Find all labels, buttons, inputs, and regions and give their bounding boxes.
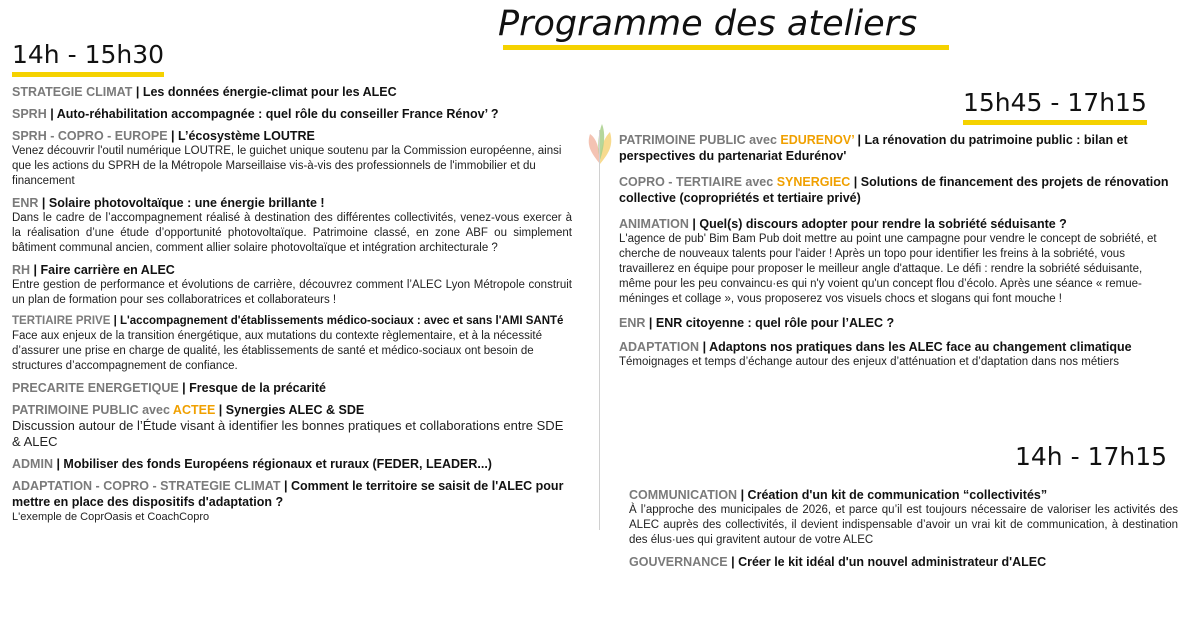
full-session-workshops <box>629 487 1178 576</box>
workshop-title: PATRIMOINE PUBLIC avec EDURENOV’ | La rénovation du patrimoine public : bilan et perspectives du partenariat Edurénov' <box>619 133 1128 163</box>
workshop-item <box>12 262 572 308</box>
workshop-description: L'agence de pub' Bim Bam Pub doit mettre au point une campagne pour vendre le concept de sobriété, et cherche de nouveaux talents pour l'aider ! Après un topo pour identifier les freins à la sobriété, vous travaillerez en équipe pour proposer le meilleur angle d'attaque. Le défi : rendre la sobriété séduisante, même pour les peu convaincu·es qui n'y voient qu'un concept flou d’écolo. Après une séance « remue-méninges et collage », vous proposerez vos visuels chocs et slogans qui font mouche ! <box>619 233 1157 305</box>
workshop-description: Venez découvrir l'outil numérique LOUTRE, le guichet unique soutenu par la Commission européenne, ainsi que les actions du SPRH de la Métropole Marseillaise vis-à-vis des professionnels de l'immobilier et du financement <box>12 145 562 187</box>
workshop-title: COMMUNICATION | Création d'un kit de communication “collectivités” <box>629 488 1048 502</box>
workshop-tag: ANIMATION <box>619 217 689 231</box>
workshop-title: GOUVERNANCE | Créer le kit idéal d'un nouvel administrateur d'ALEC <box>629 555 1047 569</box>
workshop-tag: ENR <box>12 196 39 210</box>
workshop-tag: TERTIAIRE PRIVE <box>12 315 111 327</box>
workshop-tag: ADAPTATION - COPRO - STRATEGIE CLIMAT <box>12 479 281 493</box>
workshop-title: ENR | ENR citoyenne : quel rôle pour l’ALEC ? <box>619 316 895 330</box>
workshop-description: Discussion autour de l’Étude visant à identifier les bonnes pratiques et collaborations entre SDE & ALEC <box>12 418 564 449</box>
workshop-item <box>12 402 572 450</box>
workshop-title: ADAPTATION - COPRO - STRATEGIE CLIMAT | Comment le territoire se saisit de l'ALEC pour mettre en place des dispositifs d'adaptation ? <box>12 479 564 509</box>
workshop-item <box>619 174 1179 206</box>
workshop-title: PRECARITE ENERGETIQUE | Fresque de la précarité <box>12 381 327 395</box>
workshop-tag: COMMUNICATION <box>629 488 738 502</box>
workshop-item <box>619 339 1179 370</box>
workshop-title: ANIMATION | Quel(s) discours adopter pour rendre la sobriété séduisante ? <box>619 217 1067 231</box>
workshop-title: ADAPTATION | Adaptons nos pratiques dans les ALEC face au changement climatique <box>619 340 1132 354</box>
workshop-title: COPRO - TERTIAIRE avec SYNERGIEC | Solutions de financement des projets de rénovation collective (copropriétés et tertiaire privé) <box>619 175 1169 205</box>
workshop-item <box>629 554 1178 570</box>
workshop-tag: GOUVERNANCE <box>629 555 728 569</box>
workshop-item <box>12 195 572 256</box>
workshop-title: ADMIN | Mobiliser des fonds Européens régionaux et ruraux (FEDER, LEADER...) <box>12 457 492 471</box>
workshop-title: SPRH - COPRO - EUROPE | L’écosystème LOUTRE <box>12 129 315 143</box>
workshop-description: Témoignages et temps d’échange autour des enjeux d’atténuation et d’daptation dans nos métiers <box>619 356 1119 368</box>
workshop-item <box>12 456 572 472</box>
workshop-title: SPRH | Auto-réhabilitation accompagnée : quel rôle du conseiller France Rénov’ ? <box>12 107 499 121</box>
workshop-title: TERTIAIRE PRIVE | L'accompagnement d'établissements médico-sociaux : avec et sans l'AMI SANTé <box>12 315 564 327</box>
workshop-tag: ENR <box>619 316 646 330</box>
workshop-item <box>12 314 572 374</box>
partner-name: ACTEE <box>172 403 216 417</box>
workshop-item <box>12 128 572 189</box>
workshop-tag: ADAPTATION <box>619 340 700 354</box>
workshop-item <box>619 132 1179 164</box>
column-divider <box>599 130 600 530</box>
workshop-description: L'exemple de CoprOasis et CoachCopro <box>12 511 210 523</box>
workshop-description: Dans le cadre de l’accompagnement réalisé à destination des différentes collectivités, venez-vous exercer à la réalisation d’une étude d’opportunité photovoltaïque. Patrimoine classé, en zone ABF ou simplement bâtiment communal ancien, comment allier solaire photovoltaïque et intégration architecturale ? <box>12 212 572 254</box>
session-time-full: 14h - 17h15 <box>1015 442 1168 471</box>
workshop-tag: PATRIMOINE PUBLIC avec <box>619 133 781 147</box>
workshop-item <box>12 380 572 396</box>
workshop-title: ENR | Solaire photovoltaïque : une énergie brillante ! <box>12 196 325 210</box>
workshop-item <box>619 216 1179 307</box>
workshop-tag: COPRO - TERTIAIRE avec <box>619 175 777 189</box>
workshop-item <box>619 315 1179 331</box>
session-time-morning: 14h - 15h30 <box>12 40 164 77</box>
title-underline <box>503 45 949 50</box>
workshop-description: Entre gestion de performance et évolutions de carrière, découvrez comment l’ALEC Lyon Métropole construit un plan de formation pour ses collaboratrices et collaborateurs ! <box>12 279 572 306</box>
workshop-tag: PATRIMOINE PUBLIC avec <box>12 403 173 417</box>
workshop-item <box>12 84 572 100</box>
workshop-description: À l’approche des municipales de 2026, et parce qu’il est toujours nécessaire de valoriser les activités des ALEC auprès des collectivités, il devient indispensable d’avoir un vrai kit de communication, à destination des élus·ues qui gravitent autour de votre ALEC <box>629 504 1178 546</box>
afternoon-workshops <box>619 132 1179 376</box>
workshop-title: RH | Faire carrière en ALEC <box>12 263 175 277</box>
workshop-title: STRATEGIE CLIMAT | Les données énergie-climat pour les ALEC <box>12 85 397 99</box>
workshop-tag: SPRH - COPRO - EUROPE <box>12 129 168 143</box>
workshop-item <box>12 106 572 122</box>
partner-name: EDURENOV’ <box>780 133 855 147</box>
partner-name: SYNERGIEC <box>776 175 851 189</box>
workshop-tag: SPRH <box>12 107 47 121</box>
workshop-description: Face aux enjeux de la transition énergétique, aux mutations du contexte règlementaire, et à la nécessité d’assurer une prise en charge de qualité, les établissements de santé et médico-sociaux ont besoin de structures d’accompagnement de confiance. <box>12 330 542 372</box>
workshop-tag: STRATEGIE CLIMAT <box>12 85 133 99</box>
page-title: Programme des ateliers <box>498 4 918 44</box>
session-time-afternoon: 15h45 - 17h15 <box>963 88 1147 125</box>
workshop-tag: ADMIN <box>12 457 53 471</box>
leaf-logo-icon <box>582 120 618 166</box>
workshop-tag: RH <box>12 263 31 277</box>
morning-workshops <box>12 84 572 530</box>
workshop-tag: PRECARITE ENERGETIQUE <box>12 381 179 395</box>
workshop-item <box>12 478 572 524</box>
workshop-title: PATRIMOINE PUBLIC avec ACTEE | Synergies ALEC & SDE <box>12 403 365 417</box>
workshop-item <box>629 487 1178 548</box>
